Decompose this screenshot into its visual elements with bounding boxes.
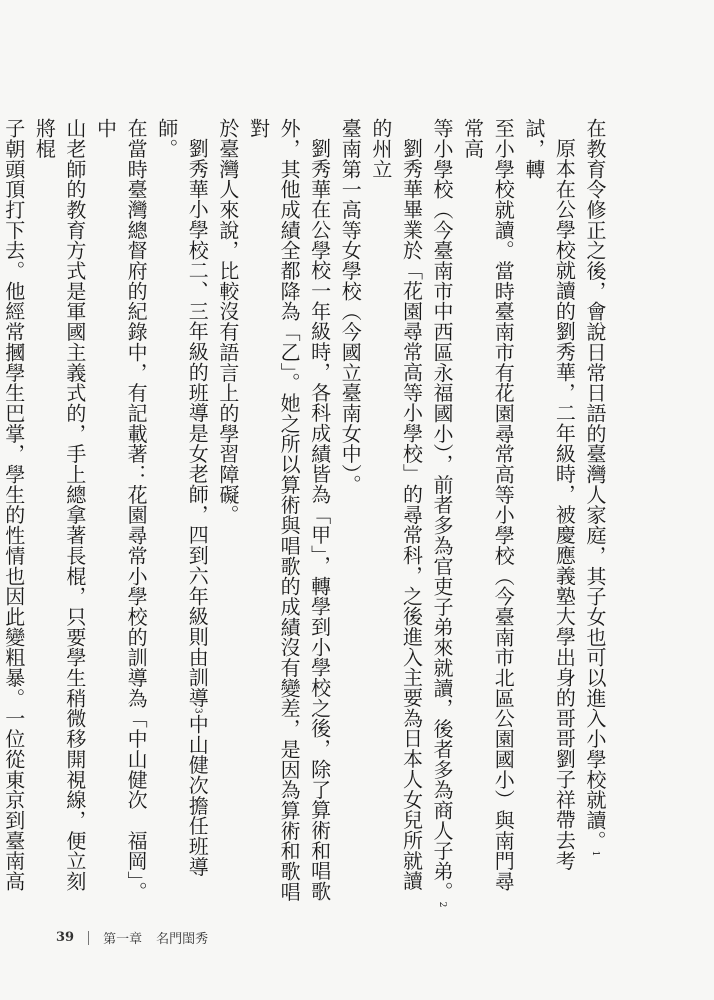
page-footer [56, 928, 208, 947]
footnote-ref: 2 [437, 901, 448, 908]
text-column: 原本在公學校就讀的劉秀華，二年級時，被慶應義塾大學出身的哥哥劉子祥帶去考試，轉 [521, 118, 577, 871]
text-column: 山老師的教育方式是軍國主義式的，手上總拿著長棍，只要學生稍微移開視線，便立刻將棍 [32, 118, 87, 892]
text-column: 劉秀華小學校二、三年級的班導是女老師，四到六年級則由訓導$^3$中山健次擔任班導師。 [154, 118, 210, 877]
footer-divider [88, 931, 89, 945]
text-column: 於臺灣人來說，比較沒有語言上的學習障礙。 [215, 118, 240, 525]
text-column: 在當時臺灣總督府的紀錄中，有記載著：花園尋常小學校的訓導為「中山健次 福岡」。中 [93, 118, 149, 902]
text-column: 等小學校（今臺南市中西區永福國小），前者多為官吏子弟來就讀，後者多為商人子弟。$^2$ [430, 118, 455, 908]
text-column: 至小學校就讀。當時臺南市有花園尋常高等小學校（今臺南市北區公園國小）與南門尋常高 [460, 118, 516, 892]
footnote-ref: 3 [192, 707, 203, 714]
body-text [0, 118, 610, 908]
footnote-ref: 1 [590, 850, 600, 857]
chapter-title: 名門閨秀 [156, 932, 209, 947]
text-column: 子朝頭頂打下去。他經常摑學生巴掌，學生的性情也因此變粗暴。一位從東京到臺南高 [1, 118, 26, 892]
page-number: 39 [56, 930, 75, 945]
text-column: 劉秀華畢業於「花園尋常高等小學校」的尋常科，之後進入主要為日本人女兒所就讀的州立 [368, 118, 424, 891]
text-column: 外，其他成績全都降為「乙」。她之所以算術與唱歌的成績沒有變差，是因為算術和歌唱對 [246, 118, 302, 902]
text-column: 在教育令修正之後，會說日常日語的臺灣人家庭，其子女也可以進入小學校就讀。$^1$ [583, 118, 607, 857]
chapter-label: 第一章 [103, 932, 143, 947]
text-column: 臺南第一高等女學校（今國立臺南女中）。 [338, 118, 363, 495]
text-column: 劉秀華在公學校一年級時，各科成績皆為「甲」，轉學到小學校之後，除了算術和唱歌 [307, 138, 332, 902]
